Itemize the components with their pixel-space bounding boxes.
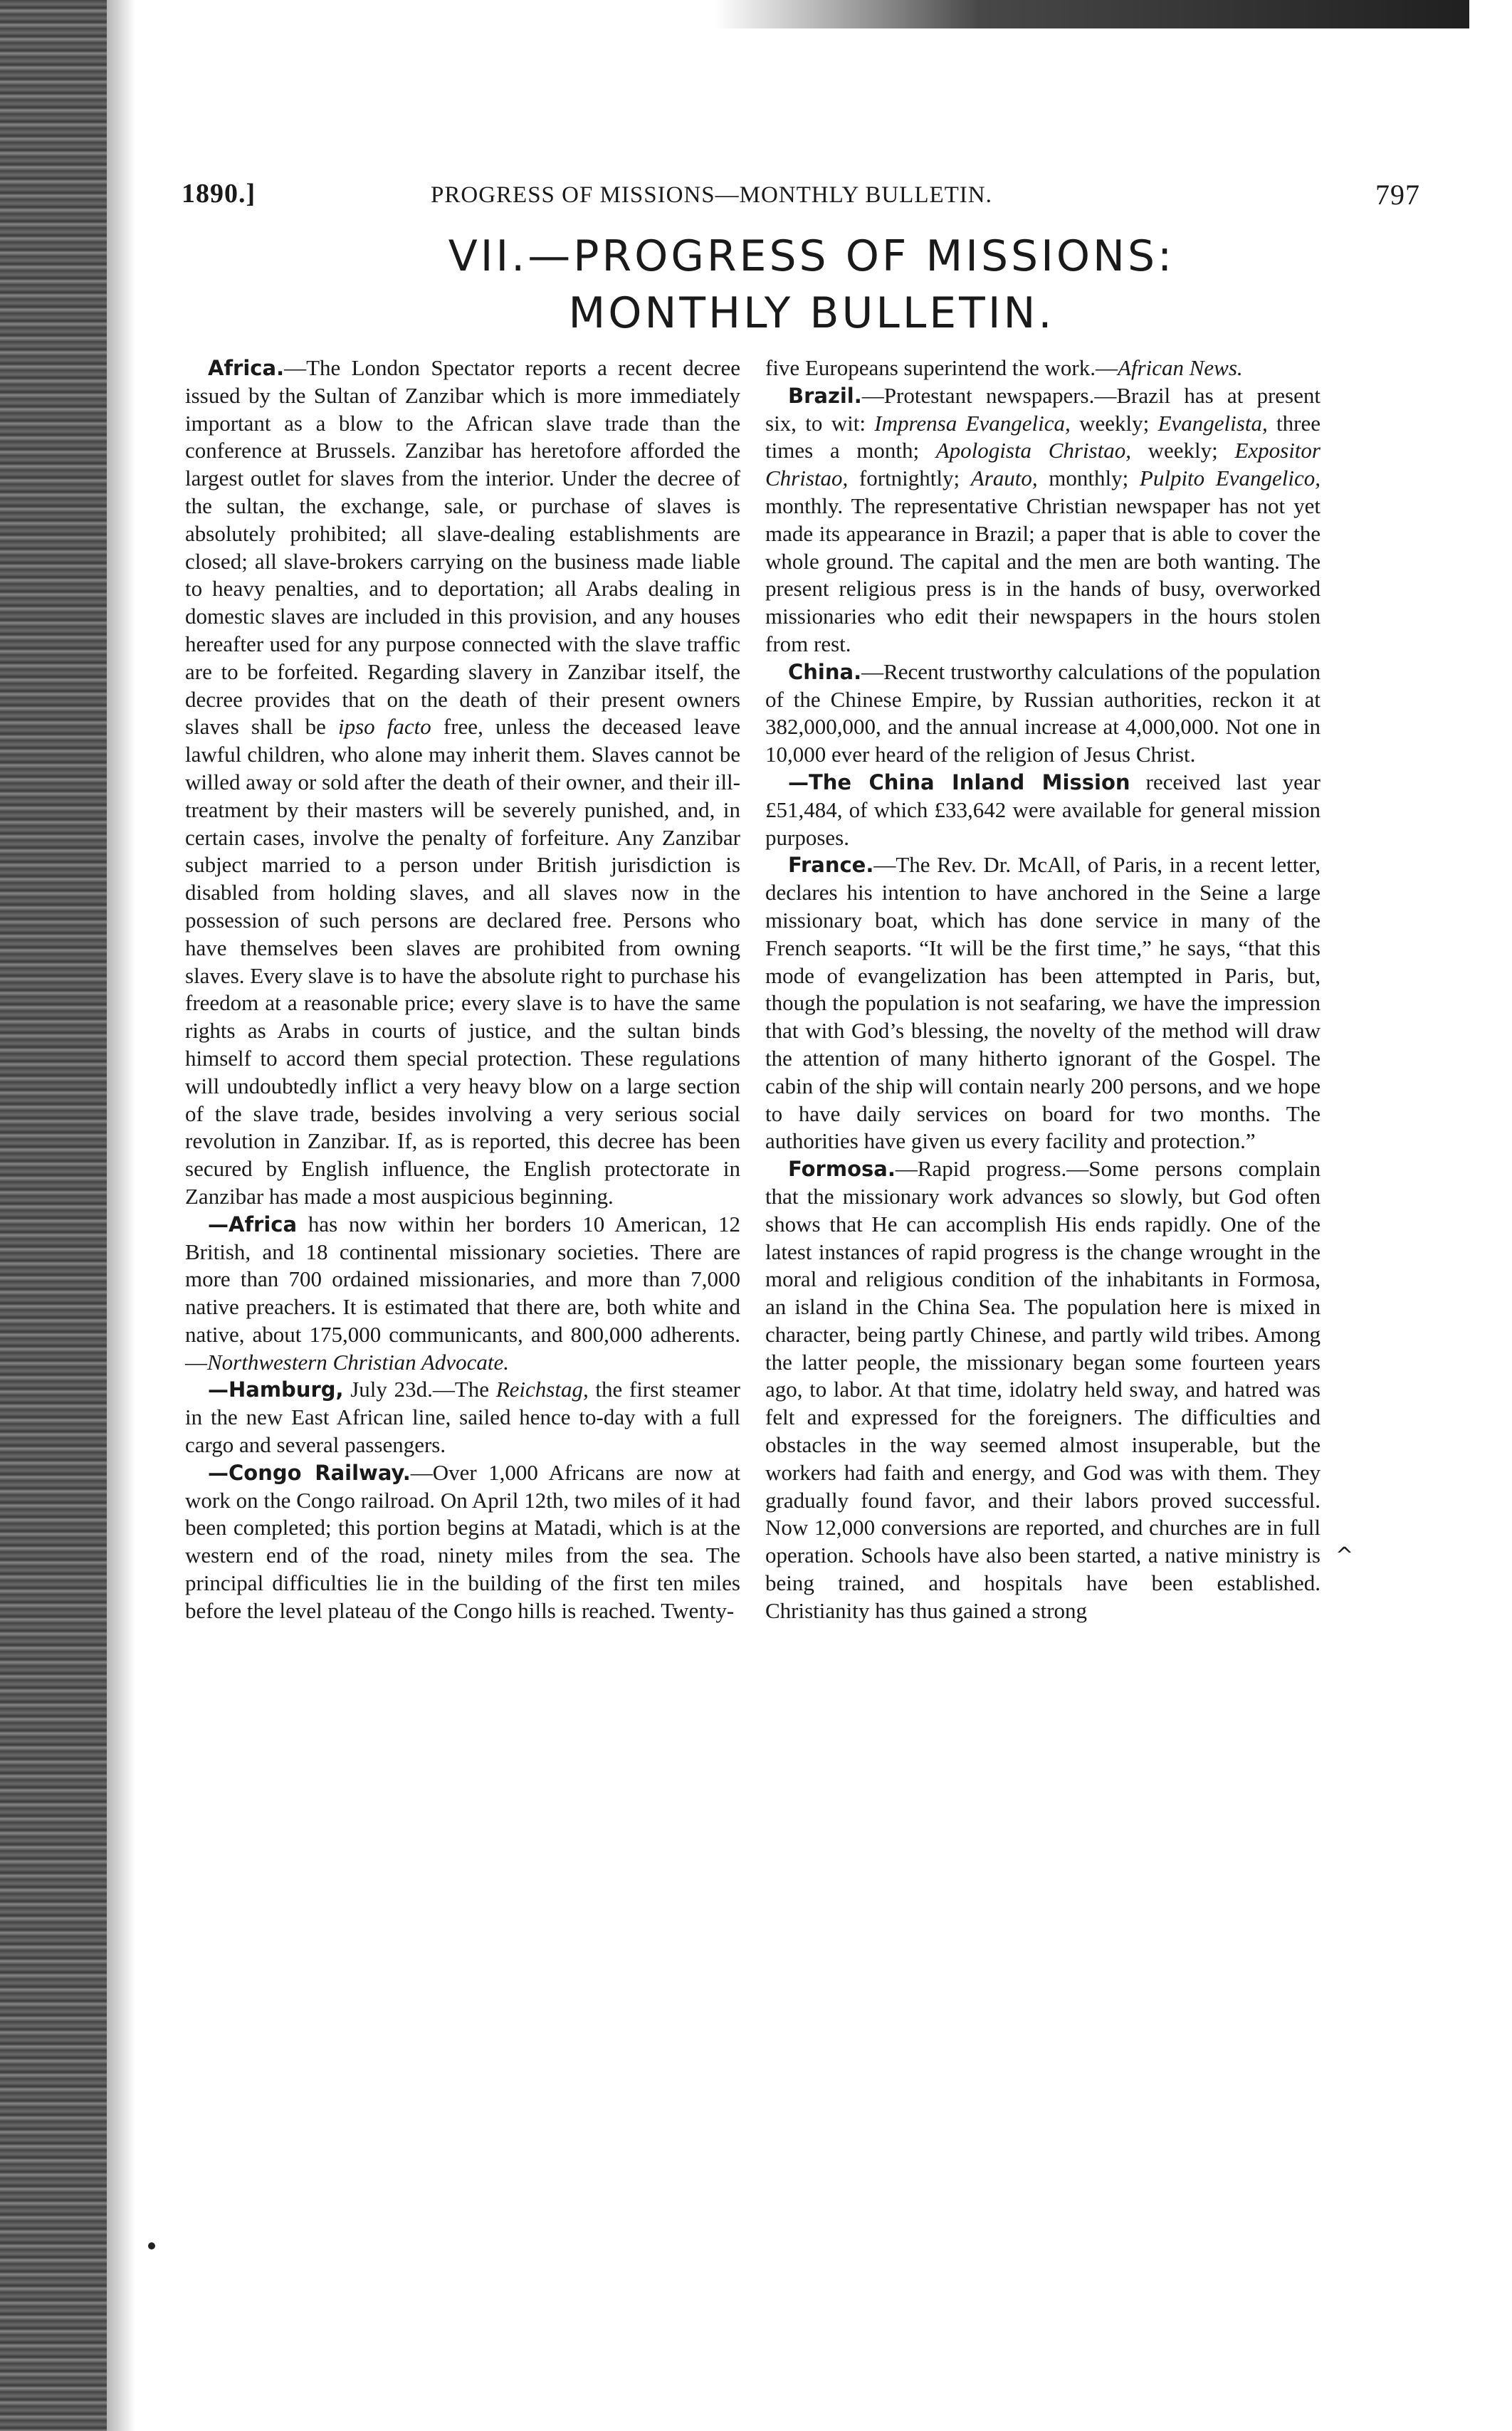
paragraph-africa-societies [185,1211,740,1377]
text-africa-societies: has now within her borders 10 American, 12 British, and 18 continental missionary societies. There are more than 700 ordained missionaries, and more than 7,000 native preachers. It is estimated that there are, both white and native, about 175,000 communicants, and 800,000 adherents.— [185,1211,740,1375]
italic-ipso-facto: ipso facto [337,714,431,740]
left-column [185,355,740,1625]
italic-reichstag: Reichstag, [495,1377,589,1402]
text-africa: —The London Spectator reports a recent decree issued by the Sultan of Zanzibar which is more immediately important as a blow to the African slave trade than the conference at Brussels. Zanzibar has heretofore afforded the largest outlet for slaves from the interior. Under the decree of the sultan, the exchange, sale, or purchase of slaves is absolutely prohibited; all slave-dealing establishments are closed; all slave-brokers carrying on the business made liable to heavy penalties, and to deportation; all Arabs dealing in domestic slaves are included in this provision, and any houses hereafter used for any purpose connected with the slave traffic are to be forfeited. Regarding slavery in Zanzibar itself, the decree provides that on the death of their present owners slaves shall be [185,355,740,740]
running-head-year: 1890.] [182,179,256,209]
running-head-title: PROGRESS OF MISSIONS—MONTHLY BULLETIN. [431,182,992,208]
lead-formosa: Formosa. [788,1157,896,1182]
lead-brazil: Brazil. [788,383,862,408]
paper-imprensa-evangelica: Imprensa Evangelica, [874,410,1071,436]
book-binding-edge [0,0,107,2431]
lead-hamburg: —Hamburg, [208,1377,344,1402]
margin-caret-mark: ^ [1335,1543,1354,1568]
paper-pulpito-evangelico: Pulpito Evangelico, [1139,466,1321,491]
source-african-news: African News. [1118,355,1243,380]
article-title [384,228,1239,342]
scan-smudge [715,0,1469,28]
paragraph-congo-railway [185,1459,740,1625]
paragraph-china-inland [765,769,1321,851]
paper-expositor-christao: Expositor Christao, [765,438,1321,491]
lead-china-inland: —The China Inland Mission [788,770,1130,794]
right-column [765,355,1321,1625]
text-china: —Recent trustworthy calculations of the population of the Chinese Empire, by Russian authorities, reckon it at 382,000,000, and the annual increase at 4,000,000. Not one in 10,000 ever heard of the religion of Jesus Christ. [765,658,1321,767]
text-brazil-1: weekly; [1070,410,1158,436]
source-nw-christian-advocate: Northwestern Christian Advocate. [207,1349,509,1375]
text-brazil-6: monthly. The representative Christian newspaper has not yet made its appearance in Brazil; a paper that is able to cover the whole ground. The capital and the men are both wanting. The present religious press is in the hands of busy, overworked missionaries who edit their newspapers in the hours stolen from rest. [765,493,1321,656]
running-head [182,178,1420,221]
paragraph-congo-cont [765,355,1321,382]
lead-congo-railway: —Congo Railway. [208,1460,411,1485]
lead-africa-societies: —Africa [208,1212,298,1236]
text-hamburg-cont: the first steamer in the new East African line, sailed hence to-day with a full cargo and several passengers. [185,1377,740,1458]
text-brazil-2: three times a month; [765,410,1321,463]
text-brazil-3: weekly; [1131,438,1235,463]
article-title-line1: VII.—PROGRESS OF MISSIONS: [448,231,1175,281]
text-brazil-4: fortnightly; [848,466,971,491]
lead-africa: Africa. [208,356,285,380]
article-title-line2: MONTHLY BULLETIN. [568,288,1055,338]
paragraph-africa [185,355,740,1211]
text-france: —The Rev. Dr. McAll, of Paris, in a recent letter, declares his intention to have anchored in the Seine a large missionary boat, which has done service in many of the French seaports. “It will be the first time,” he says, “that this mode of evangelization has been attempted in Paris, but, though the population is not seafaring, we have the impression that with God’s blessing, the novelty of the method will draw the attention of many hitherto ignorant of the Gospel. The cabin of the ship will contain nearly 200 persons, and we hope to have daily services on board for two months. The authorities have given us every facility and protection.” [765,852,1321,1154]
text-formosa: —Rapid progress.—Some persons complain that the missionary work advances so slowly, but God often shows that He can accomplish His ends rapidly. One of the latest instances of rapid progress is the change wrought in the moral and religious condition of the inhabitants in Formosa, an island in the China Sea. The population here is mixed in character, being partly Chinese, and partly wild tribes. Among the latter people, the missionary began some fourteen years ago, to labor. At that time, idolatry held sway, and hatred was felt and expressed for the foreigners. The difficulties and obstacles in the way seemed almost insuperable, but the workers had faith and energy, and God was with them. They gradually found favor, and their labors proved successful. Now 12,000 conversions are reported, and churches are in full operation. Schools have also been started, a native ministry is being trained, and hospitals have been established. Christianity has thus gained a strong [765,1156,1321,1623]
stray-ink-dot [148,2242,155,2249]
text-congo-cont: five Europeans superintend the work.— [765,355,1118,380]
paragraph-china [765,658,1321,769]
lead-france: France. [788,853,874,878]
text-hamburg: July 23d.—The [343,1377,496,1402]
paper-apologista-christao: Apologista Christao, [935,438,1131,463]
text-brazil-5: monthly; [1037,466,1140,491]
text-africa-cont: free, unless the deceased leave lawful children, who alone may inherit them. Slaves cannot be willed away or sold after the death of their owner, and their ill-treatment by their masters will be severely punished, and, in certain cases, involve the penalty of forfeiture. Any Zanzibar subject married to a person under British jurisdiction is disabled from holding slaves, and all slaves now in the possession of such persons are declared free. Persons who have themselves been slaves are prohibited from owning slaves. Every slave is to have the absolute right to purchase his freedom at a reasonable price; every slave is to have the same rights as Arabs in courts of justice, and the sultan binds himself to accord them special protection. These regulations will undoubtedly inflict a very heavy blow on a large section of the slave trade, besides involving a very serious social revolution in Zanzibar. If, as is reported, this decree has been secured by English influence, the English protectorate in Zanzibar has made a most auspicious beginning. [185,714,740,1209]
text-brazil: —Protestant newspapers.—Brazil has at present six, to wit: [765,382,1321,436]
text-congo-railway: —Over 1,000 Africans are now at work on the Congo railroad. On April 12th, two miles of it had been completed; this portion begins at Matadi, which is at the western end of the road, ninety miles from the sea. The principal difficulties lie in the building of the first ten miles before the level plateau of the Congo hills is reached. Twenty- [185,1459,740,1623]
paragraph-brazil [765,382,1321,658]
paragraph-france [765,851,1321,1155]
lead-china: China. [788,659,862,684]
paper-arauto: Arauto, [970,466,1038,491]
page-number: 797 [1375,179,1420,211]
paper-evangelista: Evangelista, [1157,410,1268,436]
paragraph-hamburg [185,1376,740,1459]
text-china-inland: received last year £51,484, of which £33,642 were available for general mission purposes. [765,769,1321,850]
paragraph-formosa [765,1155,1321,1625]
